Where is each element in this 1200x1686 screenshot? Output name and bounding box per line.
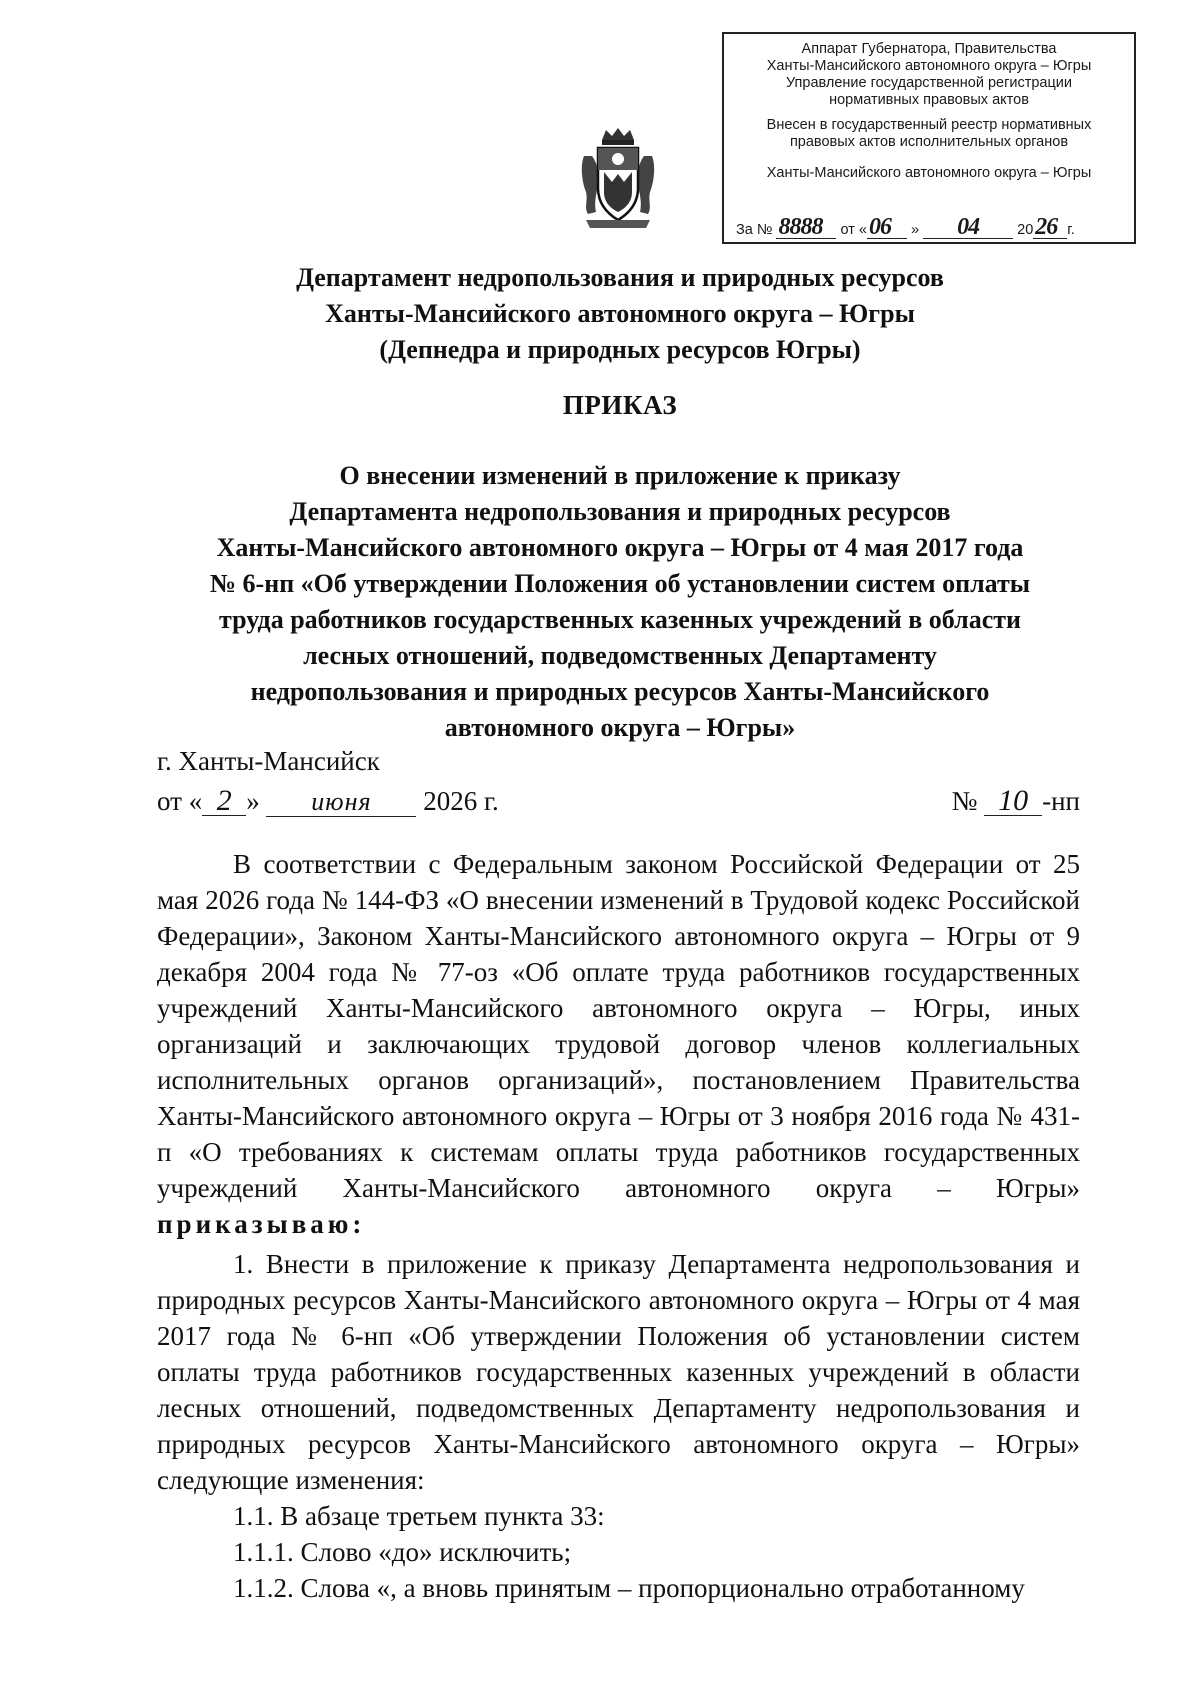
- date-prefix: от «: [157, 786, 203, 816]
- subject-line: О внесении изменений в приложение к приказу: [339, 461, 901, 490]
- clause-1-1-1: 1.1.1. Слово «до» исключить;: [233, 1537, 572, 1567]
- reg-quote-close: »: [910, 222, 920, 238]
- registration-stamp: [722, 32, 1136, 244]
- reg-year-prefix: 20: [1017, 222, 1034, 238]
- subject-line: труда работников государственных казенных учреждений в области: [218, 605, 1021, 634]
- number-prefix: №: [951, 786, 978, 816]
- date-quote-close: »: [246, 786, 260, 816]
- preamble-text: В соответствии с Федеральным законом Российской Федерации от 25 мая 2026 года № 144-ФЗ «О внесении изменений в Трудовой кодекс Российской Федерации», Законом Ханты-Мансийского автономного округа – Югры от 9 декабря 2004 года № 77-оз «Об оплате труда работников государственных учреждений Ханты-Мансийского автономного округа – Югры, иных организаций и заключающих трудовой договор членов коллегиальных исполнительных органов организаций», постановлением Правительства Ханты-Мансийского автономного округа – Югры от 3 ноября 2016 года № 431-п «О требованиях к системам оплаты труда работников государственных учреждений Ханты-Мансийского автономного округа – Югры»: [157, 849, 1080, 1203]
- clause-1-paragraph: 1. Внести в приложение к приказу Департамента недропользования и природных ресурсов Ханты-Мансийского автономного округа – Югры от 4 мая 2017 года № 6-нп «Об утверждении Положения об установлении систем оплаты труда работников государственных казенных учреждений в области лесных отношений, подведомственных Департаменту недропользования и природных ресурсов Ханты-Мансийского автономного округа – Югры» следующие изменения:: [157, 1249, 1080, 1495]
- date-number-line: [157, 786, 1080, 820]
- stamp-line: Аппарат Губернатора, Правительства: [801, 41, 1057, 57]
- reg-month: 04: [923, 216, 1013, 239]
- stamp-line: нормативных правовых актов: [829, 92, 1029, 108]
- reg-year-suffix: 26: [1033, 216, 1067, 239]
- date-month: июня: [266, 788, 416, 817]
- reg-year-end: г.: [1067, 222, 1075, 238]
- stamp-line: Ханты-Мансийского автономного округа – Югры: [766, 58, 1092, 74]
- number-value: 10: [984, 787, 1042, 816]
- date-year: 2026 г.: [423, 786, 499, 816]
- clause-1-1: 1.1. В абзаце третьем пункта 33:: [233, 1501, 605, 1531]
- department-name-line: Департамент недропользования и природных ресурсов: [296, 263, 944, 292]
- subject-line: Ханты-Мансийского автономного округа – Югры от 4 мая 2017 года: [216, 533, 1024, 562]
- stamp-line: Управление государственной регистрации: [785, 75, 1073, 91]
- reg-prefix: За №: [736, 222, 773, 238]
- reg-day: 06: [867, 216, 907, 239]
- department-name-line: Ханты-Мансийского автономного округа – Югры: [325, 299, 915, 328]
- place-of-issue: г. Ханты-Мансийск: [157, 746, 380, 776]
- order-date: [157, 786, 499, 817]
- clause-1-1-2: 1.1.2. Слова «, а вновь принятым – пропорционально отработанному: [233, 1573, 1025, 1603]
- stamp-line: правовых актов исполнительных органов: [789, 134, 1069, 150]
- coat-of-arms-icon: [578, 126, 658, 230]
- subject-line: Департамента недропользования и природных ресурсов: [289, 497, 951, 526]
- reg-from: от «: [840, 222, 867, 238]
- document-type-title: ПРИКАЗ: [562, 390, 678, 420]
- subject-line: недропользования и природных ресурсов Ханты-Мансийского: [250, 677, 990, 706]
- date-day: 2: [202, 787, 246, 816]
- subject-line: № 6-нп «Об утверждении Положения об установлении систем оплаты: [209, 569, 1031, 598]
- subject-line: автономного округа – Югры»: [444, 713, 796, 742]
- subject-line: лесных отношений, подведомственных Департаменту: [303, 641, 937, 670]
- department-heading: [140, 260, 1100, 368]
- order-directive: приказываю:: [157, 1209, 366, 1239]
- order-subject: [140, 458, 1100, 746]
- stamp-line: Внесен в государственный реестр нормативных: [766, 117, 1092, 133]
- stamp-line: Ханты-Мансийского автономного округа – Югры: [766, 165, 1092, 181]
- number-suffix: -нп: [1042, 786, 1080, 816]
- order-number: [952, 786, 1080, 817]
- reg-number: 8888: [776, 216, 836, 239]
- preamble-paragraph: [157, 846, 1080, 1242]
- registration-number-line: [736, 216, 1126, 239]
- department-short-name: (Депнедра и природных ресурсов Югры): [379, 335, 861, 364]
